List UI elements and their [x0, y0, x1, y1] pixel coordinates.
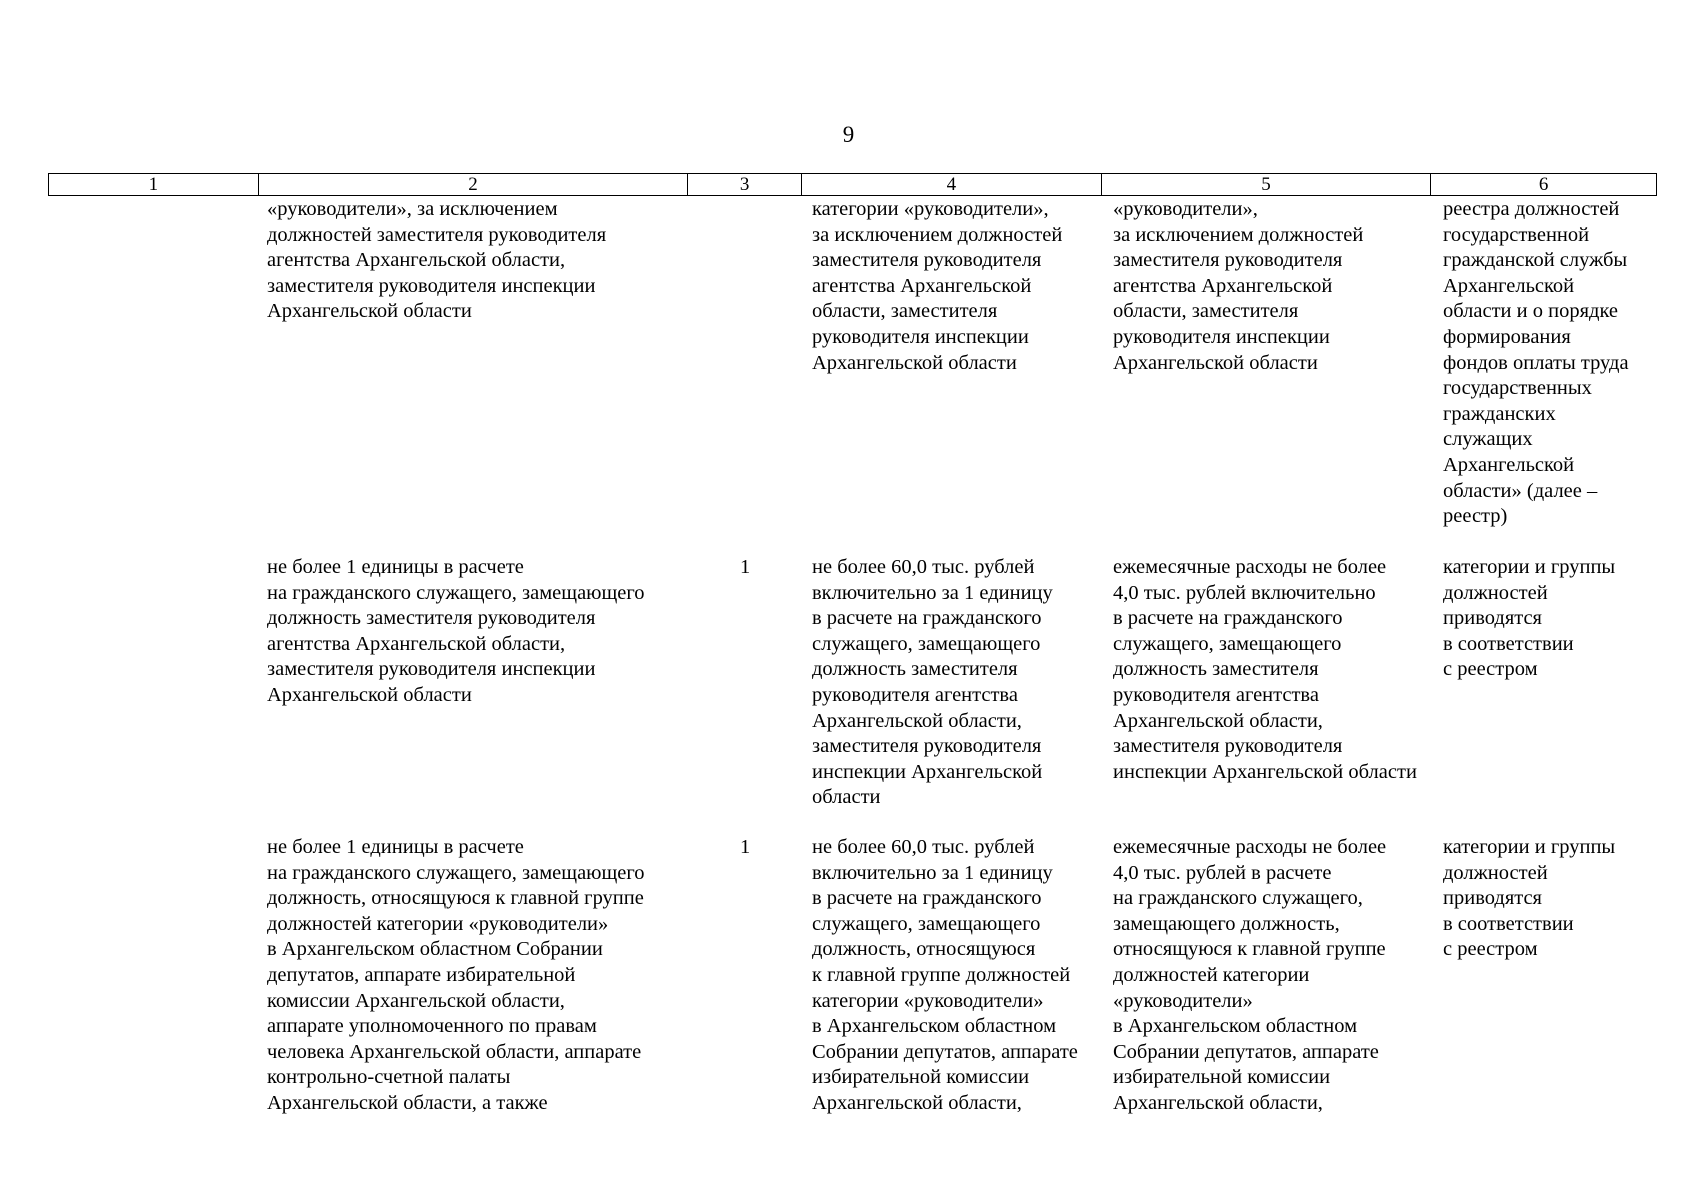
page-number: 9 [842, 122, 855, 147]
row-3-col-2: не более 1 единицы в расчете на гражданского служащего, замещающего должность, относящуюся к главной группе должностей категории «руководители» в Архангельском областном Собрании депутатов, аппарате избирательной комиссии Архангельской области, аппарате уполномоченного по правам человека Архангельской области, аппарате контрольно-счетной палаты Архангельской области, а также [267, 836, 645, 1114]
row-2-col-6: категории и группы должностей приводятся в соответствии с реестром [1443, 556, 1616, 681]
header-col-5: 5 [1102, 174, 1432, 195]
row-2-col-2: не более 1 единицы в расчете на гражданского служащего, замещающего должность заместителя руководителя агентства Архангельской области, заместителя руководителя инспекции Архангельской области [267, 556, 645, 706]
table-header-row [48, 173, 1657, 196]
row-1-col-4: категории «руководители», за исключением должностей заместителя руководителя агентства Архангельской области, заместителя руководителя инспекции Архангельской области [812, 198, 1063, 374]
header-col-2: 2 [259, 174, 688, 195]
row-3-col-5: ежемесячные расходы не более 4,0 тыс. рублей в расчете на гражданского служащего, замещающего должность, относящуюся к главной группе должностей категории «руководители» в Архангельском областном Собрании депутатов, аппарате избирательной комиссии Архангельской области, [1113, 836, 1387, 1114]
row-2-col-3: 1 [740, 556, 751, 578]
row-1-col-6: реестра должностей государственной гражданской службы Архангельской области и о порядке формирования фондов оплаты труда государственных гражданских служащих Архангельской области» (далее – реестр) [1443, 198, 1629, 528]
row-3-col-4: не более 60,0 тыс. рублей включительно за 1 единицу в расчете на гражданского служащего, замещающего должность, относящуюся к главной группе должностей категории «руководители» в Архангельском областном Собрании депутатов, аппарате избирательной комиссии Архангельской области, [812, 836, 1078, 1114]
row-3-col-6: категории и группы должностей приводятся в соответствии с реестром [1443, 836, 1616, 961]
header-col-6: 6 [1538, 174, 1549, 195]
header-col-3: 3 [688, 174, 802, 195]
row-2-col-4: не более 60,0 тыс. рублей включительно за 1 единицу в расчете на гражданского служащего, замещающего должность заместителя руководителя агентства Архангельской области, заместителя руководителя инспекции Архангельской области [812, 556, 1053, 809]
row-1-col-5: «руководители», за исключением должностей заместителя руководителя агентства Архангельской области, заместителя руководителя инспекции Архангельской области [1113, 198, 1364, 374]
row-1-col-2: «руководители», за исключением должностей заместителя руководителя агентства Архангельской области, заместителя руководителя инспекции Архангельской области [267, 198, 607, 323]
row-3-col-3: 1 [740, 836, 751, 858]
header-col-4: 4 [802, 174, 1102, 195]
row-2-col-5: ежемесячные расходы не более 4,0 тыс. рублей включительно в расчете на гражданского служащего, замещающего должность заместителя руководителя агентства Архангельской области, заместителя руководителя инспекции Архангельской области [1113, 556, 1417, 783]
header-col-1: 1 [49, 174, 259, 195]
